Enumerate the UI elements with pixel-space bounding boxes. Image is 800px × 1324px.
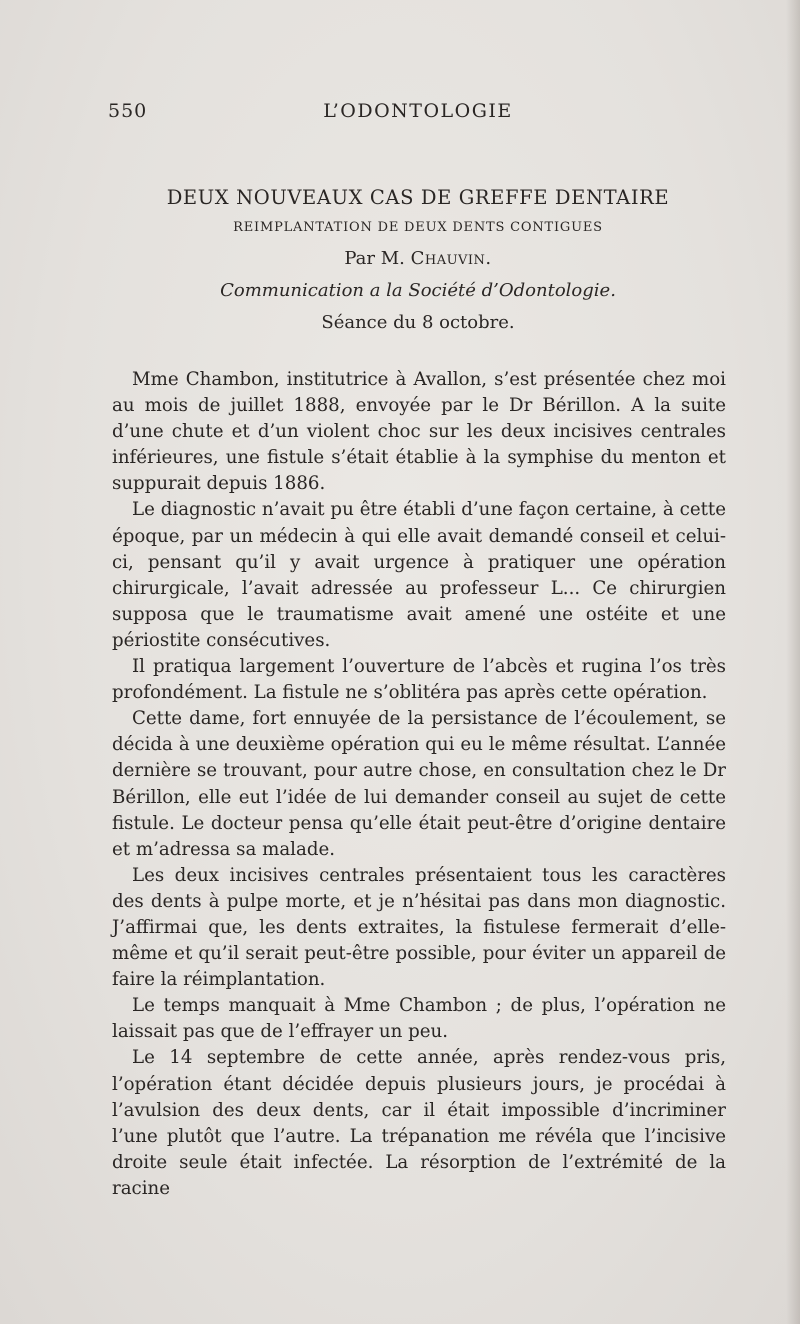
paragraph: Le 14 septembre de cette année, après rendez-vous pris, l’opération étant décidée depuis plusieurs jours, je procédai à l’avulsion des deux dents, car il était impossible d’incriminer l’une plutôt que l’autre. La trépanation me révéla que l’incisive droite seule était infectée. La résorption de l’extrémité de la racine xyxy=(112,1047,726,1199)
paragraph: Le temps manquait à Mme Chambon ; de plus, l’opération ne laissait pas que de l’effrayer un peu. xyxy=(112,995,726,1043)
paragraph: Cette dame, fort ennuyée de la persistance de l’écoulement, se décida à une deuxième opération qui eu le même résultat. L’année dernière se trouvant, pour autre chose, en consultation chez le Dr Bérillon, elle eut l’idée de lui demander conseil au sujet de cette fistule. Le docteur pensa qu’elle était peut-être d’origine dentaire et m’adressa sa malade. xyxy=(112,708,726,860)
running-title: L’ODONTOLOGIE xyxy=(323,100,513,122)
article-title: DEUX NOUVEAUX CAS DE GREFFE DENTAIRE xyxy=(166,186,670,209)
author-line xyxy=(108,242,728,276)
article-body xyxy=(112,367,726,1202)
page-header xyxy=(108,100,728,130)
paragraph: Mme Chambon, institutrice à Avallon, s’est présentée chez moi au mois de juillet 1888, envoyée par le Dr Bérillon. A la suite d’une chute et d’un violent choc sur les deux incisives centrales inférieures, une fistule s’était établie à la symphise du menton et suppurait depuis 1886. xyxy=(112,369,726,495)
author-name: Chauvin. xyxy=(410,248,492,269)
article-subtitle: REIMPLANTATION DE DEUX DENTS CONTIGUES xyxy=(233,220,603,235)
article-heading xyxy=(108,182,728,340)
communication-line: Communication a la Société d’Odontologie. xyxy=(220,280,616,301)
author-prefix: Par M. xyxy=(344,248,405,269)
paragraph: Il pratiqua largement l’ouverture de l’abcès et rugina l’os très profondément. La fistule ne s’oblitéra pas après cette opération. xyxy=(112,656,726,704)
paragraph: Le diagnostic n’avait pu être établi d’une façon certaine, à cette époque, par un médecin à qui elle avait demandé conseil et celui-ci, pensant qu’il y avait urgence à pratiquer une opération chirurgicale, l’avait adressée au professeur L... Ce chirurgien supposa que le traumatisme avait amené une ostéite et une périostite consécutives. xyxy=(112,499,726,651)
paragraph: Les deux incisives centrales présentaient tous les caractères des dents à pulpe morte, et je n’hésitai pas dans mon diagnostic. J’affirmai que, les dents extraites, la fistulese fermerait d’elle-même et qu’il serait peut-être possible, pour éviter un appareil de faire la réimplantation. xyxy=(112,864,726,991)
seance-date: Séance du 8 octobre. xyxy=(321,312,515,333)
page-number: 550 xyxy=(108,100,148,122)
page-edge-shadow xyxy=(786,0,800,1324)
